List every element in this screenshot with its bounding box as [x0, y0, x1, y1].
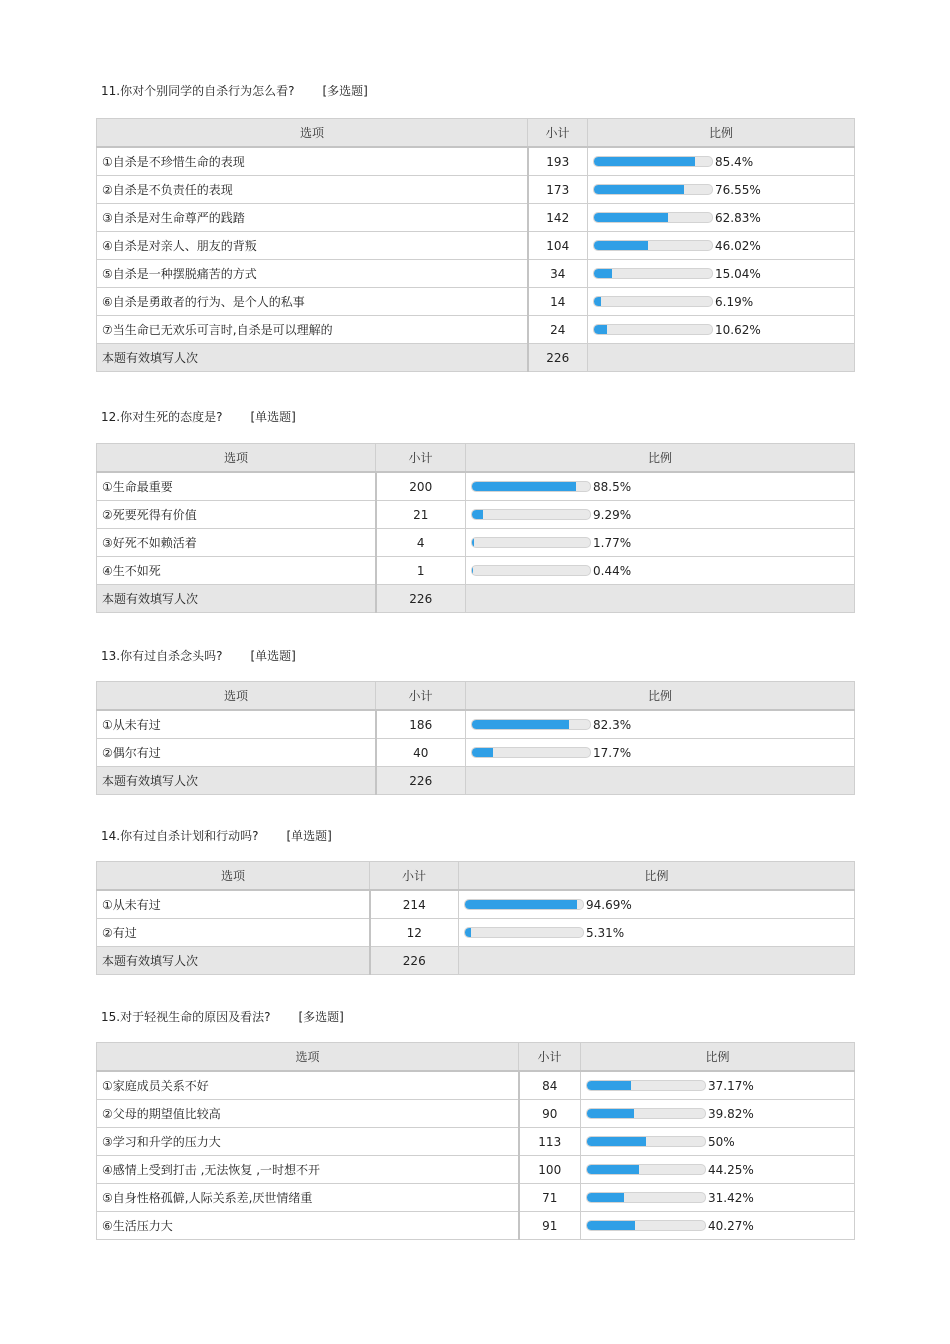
total-row [97, 344, 855, 372]
table-row [97, 890, 855, 919]
ratio-percent: 39.82% [708, 1106, 754, 1121]
option-ratio [581, 1100, 855, 1128]
progress-track [586, 1164, 706, 1175]
question-title [101, 647, 854, 665]
progress-track [464, 899, 584, 910]
progress-track [586, 1080, 706, 1091]
result-table [96, 861, 855, 975]
total-row [97, 585, 855, 613]
header-option: 选项 [97, 119, 528, 148]
option-count: 34 [528, 260, 588, 288]
ratio-percent: 31.42% [708, 1190, 754, 1205]
ratio-percent: 37.17% [708, 1078, 754, 1093]
progress-track [586, 1108, 706, 1119]
option-label: ①家庭成员关系不好 [97, 1071, 519, 1100]
option-ratio [588, 288, 855, 316]
option-label: ②自杀是不负责任的表现 [97, 176, 528, 204]
ratio-percent: 62.83% [715, 210, 761, 225]
header-option: 选项 [97, 682, 376, 711]
option-count: 12 [370, 919, 459, 947]
header-ratio: 比例 [466, 682, 855, 711]
option-label: ⑦当生命已无欢乐可言时,自杀是可以理解的 [97, 316, 528, 344]
option-ratio [466, 710, 855, 739]
table-row [97, 1071, 855, 1100]
table-row [97, 501, 855, 529]
option-count: 193 [528, 147, 588, 176]
option-count: 40 [376, 739, 466, 767]
option-ratio [588, 232, 855, 260]
option-label: ③好死不如赖活着 [97, 529, 376, 557]
header-ratio: 比例 [466, 444, 855, 473]
question-title [101, 1008, 854, 1026]
ratio-bar [464, 898, 632, 912]
ratio-bar [471, 508, 631, 522]
table-row [97, 316, 855, 344]
progress-track [471, 565, 591, 576]
option-count: 90 [519, 1100, 581, 1128]
progress-fill [594, 241, 648, 250]
header-count: 小计 [528, 119, 588, 148]
ratio-percent: 50% [708, 1134, 735, 1149]
table-row [97, 529, 855, 557]
ratio-percent: 44.25% [708, 1162, 754, 1177]
ratio-percent: 40.27% [708, 1218, 754, 1233]
ratio-percent: 6.19% [715, 294, 754, 309]
progress-fill [465, 928, 471, 937]
progress-fill [472, 566, 473, 575]
header-ratio: 比例 [588, 119, 855, 148]
question-type: [单选题] [250, 649, 296, 663]
option-label: ②父母的期望值比较高 [97, 1100, 519, 1128]
total-row [97, 767, 855, 795]
header-option: 选项 [97, 444, 376, 473]
table-row [97, 204, 855, 232]
progress-track [471, 747, 591, 758]
table-row [97, 1212, 855, 1240]
table-row [97, 710, 855, 739]
question-title [101, 82, 854, 100]
total-ratio-empty [466, 767, 855, 795]
ratio-percent: 5.31% [586, 925, 625, 940]
ratio-bar [586, 1135, 735, 1149]
progress-fill [587, 1137, 646, 1146]
ratio-bar [593, 323, 761, 337]
ratio-bar [586, 1219, 754, 1233]
ratio-bar [586, 1191, 754, 1205]
result-table [96, 118, 855, 372]
option-ratio [466, 529, 855, 557]
table-row [97, 557, 855, 585]
option-count: 214 [370, 890, 459, 919]
question-15 [96, 1008, 854, 1233]
option-count: 21 [376, 501, 466, 529]
option-label: ②死要死得有价值 [97, 501, 376, 529]
progress-fill [587, 1221, 635, 1230]
option-ratio [588, 260, 855, 288]
total-label: 本题有效填写人次 [97, 767, 376, 795]
ratio-percent: 10.62% [715, 322, 761, 337]
progress-track [471, 719, 591, 730]
total-count: 226 [376, 767, 466, 795]
table-row [97, 260, 855, 288]
option-ratio [459, 919, 855, 947]
question-14 [96, 827, 854, 968]
table-row [97, 1100, 855, 1128]
option-ratio [588, 316, 855, 344]
option-count: 100 [519, 1156, 581, 1184]
total-label: 本题有效填写人次 [97, 344, 528, 372]
option-count: 84 [519, 1071, 581, 1100]
option-count: 4 [376, 529, 466, 557]
question-11 [96, 82, 854, 365]
ratio-percent: 9.29% [593, 507, 632, 522]
ratio-bar [593, 267, 761, 281]
result-table [96, 443, 855, 613]
ratio-bar [471, 564, 631, 578]
option-label: ①从未有过 [97, 890, 370, 919]
progress-track [471, 509, 591, 520]
question-12 [96, 408, 854, 606]
option-count: 200 [376, 472, 466, 501]
header-count: 小计 [370, 862, 459, 891]
option-label: ①生命最重要 [97, 472, 376, 501]
progress-fill [472, 748, 493, 757]
option-ratio [588, 147, 855, 176]
total-ratio-empty [459, 947, 855, 975]
progress-track [593, 240, 713, 251]
question-type: [多选题] [322, 84, 368, 98]
question-text: 14.你有过自杀计划和行动吗? [101, 829, 259, 843]
question-type: [单选题] [286, 829, 332, 843]
progress-fill [587, 1109, 634, 1118]
question-type: [多选题] [298, 1010, 344, 1024]
header-count: 小计 [519, 1043, 581, 1072]
result-table [96, 681, 855, 795]
total-ratio-empty [466, 585, 855, 613]
ratio-bar [593, 239, 761, 253]
header-count: 小计 [376, 444, 466, 473]
header-count: 小计 [376, 682, 466, 711]
option-ratio [588, 204, 855, 232]
progress-fill [472, 510, 483, 519]
progress-fill [472, 482, 576, 491]
progress-track [464, 927, 584, 938]
question-text: 11.你对个别同学的自杀行为怎么看? [101, 84, 295, 98]
progress-track [593, 324, 713, 335]
ratio-bar [593, 155, 753, 169]
ratio-percent: 76.55% [715, 182, 761, 197]
option-label: ⑥自杀是勇敢者的行为、是个人的私事 [97, 288, 528, 316]
option-label: ②偶尔有过 [97, 739, 376, 767]
option-ratio [466, 501, 855, 529]
option-label: ④自杀是对亲人、朋友的背叛 [97, 232, 528, 260]
table-row [97, 1156, 855, 1184]
option-ratio [466, 472, 855, 501]
ratio-bar [586, 1107, 754, 1121]
ratio-bar [593, 183, 761, 197]
table-row [97, 472, 855, 501]
ratio-percent: 88.5% [593, 479, 632, 494]
ratio-bar [471, 536, 631, 550]
option-ratio [581, 1128, 855, 1156]
total-row [97, 947, 855, 975]
table-row [97, 147, 855, 176]
ratio-percent: 15.04% [715, 266, 761, 281]
progress-track [593, 296, 713, 307]
question-13 [96, 647, 854, 788]
option-count: 104 [528, 232, 588, 260]
progress-track [593, 268, 713, 279]
progress-fill [594, 157, 695, 166]
ratio-bar [471, 718, 631, 732]
ratio-percent: 46.02% [715, 238, 761, 253]
ratio-percent: 17.7% [593, 745, 632, 760]
option-label: ③学习和升学的压力大 [97, 1128, 519, 1156]
result-table [96, 1042, 855, 1240]
option-count: 14 [528, 288, 588, 316]
option-count: 186 [376, 710, 466, 739]
question-title [101, 827, 854, 845]
table-row [97, 919, 855, 947]
ratio-bar [593, 295, 753, 309]
progress-fill [594, 185, 684, 194]
table-row [97, 1128, 855, 1156]
option-count: 1 [376, 557, 466, 585]
progress-track [586, 1220, 706, 1231]
progress-track [586, 1192, 706, 1203]
option-ratio [466, 557, 855, 585]
header-option: 选项 [97, 1043, 519, 1072]
question-text: 15.对于轻视生命的原因及看法? [101, 1010, 271, 1024]
progress-fill [587, 1165, 639, 1174]
progress-track [593, 156, 713, 167]
header-ratio: 比例 [581, 1043, 855, 1072]
option-label: ①从未有过 [97, 710, 376, 739]
option-ratio [581, 1212, 855, 1240]
progress-fill [594, 269, 612, 278]
total-count: 226 [528, 344, 588, 372]
option-ratio [588, 176, 855, 204]
progress-fill [594, 297, 601, 306]
ratio-bar [471, 480, 631, 494]
option-label: ⑥生活压力大 [97, 1212, 519, 1240]
progress-fill [472, 538, 474, 547]
header-ratio: 比例 [459, 862, 855, 891]
ratio-percent: 1.77% [593, 535, 632, 550]
question-text: 12.你对生死的态度是? [101, 410, 223, 424]
ratio-percent: 82.3% [593, 717, 632, 732]
total-count: 226 [370, 947, 459, 975]
table-row [97, 232, 855, 260]
progress-track [593, 212, 713, 223]
option-count: 71 [519, 1184, 581, 1212]
ratio-bar [586, 1079, 754, 1093]
progress-track [471, 481, 591, 492]
option-label: ⑤自杀是一种摆脱痛苦的方式 [97, 260, 528, 288]
ratio-bar [471, 746, 631, 760]
option-label: ⑤自身性格孤僻,人际关系差,厌世情绪重 [97, 1184, 519, 1212]
ratio-bar [586, 1163, 754, 1177]
ratio-percent: 0.44% [593, 563, 632, 578]
option-label: ④感情上受到打击 ,无法恢复 ,一时想不开 [97, 1156, 519, 1184]
table-row [97, 1184, 855, 1212]
progress-fill [587, 1193, 624, 1202]
progress-fill [594, 213, 668, 222]
option-count: 142 [528, 204, 588, 232]
option-count: 24 [528, 316, 588, 344]
progress-fill [472, 720, 569, 729]
option-ratio [459, 890, 855, 919]
option-count: 91 [519, 1212, 581, 1240]
total-label: 本题有效填写人次 [97, 585, 376, 613]
option-label: ②有过 [97, 919, 370, 947]
option-ratio [581, 1071, 855, 1100]
total-ratio-empty [588, 344, 855, 372]
table-row [97, 176, 855, 204]
question-title [101, 408, 854, 426]
total-count: 226 [376, 585, 466, 613]
option-count: 173 [528, 176, 588, 204]
question-type: [单选题] [250, 410, 296, 424]
total-label: 本题有效填写人次 [97, 947, 370, 975]
header-option: 选项 [97, 862, 370, 891]
option-ratio [466, 739, 855, 767]
progress-fill [594, 325, 607, 334]
progress-track [471, 537, 591, 548]
question-text: 13.你有过自杀念头吗? [101, 649, 223, 663]
ratio-percent: 85.4% [715, 154, 754, 169]
ratio-percent: 94.69% [586, 897, 632, 912]
progress-track [586, 1136, 706, 1147]
option-label: ④生不如死 [97, 557, 376, 585]
option-ratio [581, 1156, 855, 1184]
progress-fill [465, 900, 577, 909]
option-ratio [581, 1184, 855, 1212]
ratio-bar [464, 926, 624, 940]
option-label: ③自杀是对生命尊严的践踏 [97, 204, 528, 232]
ratio-bar [593, 211, 761, 225]
progress-fill [587, 1081, 631, 1090]
progress-track [593, 184, 713, 195]
table-row [97, 288, 855, 316]
table-row [97, 739, 855, 767]
option-label: ①自杀是不珍惜生命的表现 [97, 147, 528, 176]
option-count: 113 [519, 1128, 581, 1156]
